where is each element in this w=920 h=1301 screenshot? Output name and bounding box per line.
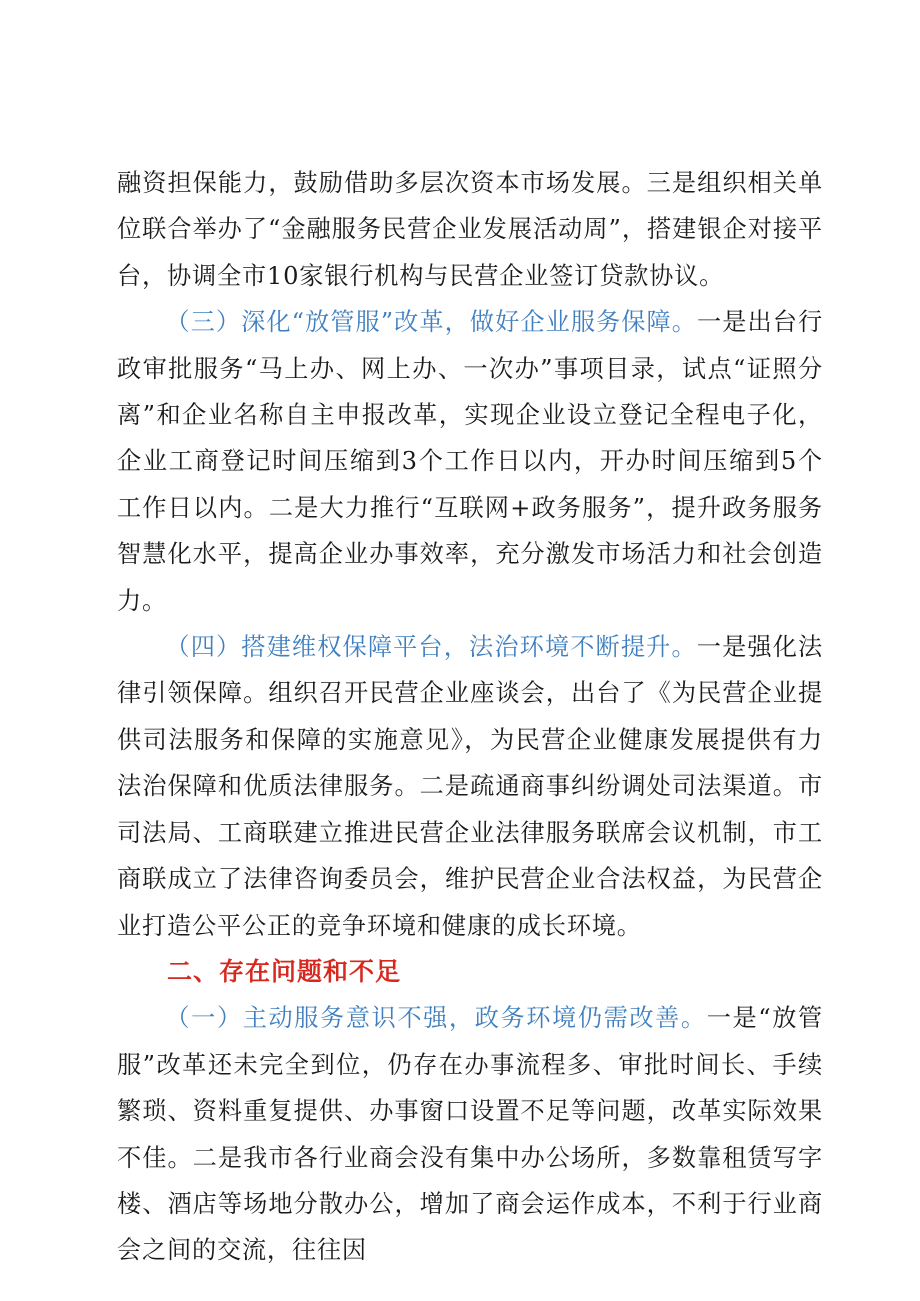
document-body [117, 160, 823, 1274]
paragraph-reform [117, 299, 823, 624]
paragraph-reform-body: 一是出台行政审批服务“马上办、网上办、一次办”事项目录，试点“证照分离”和企业名称自主申报改革，实现企业设立登记全程电子化，企业工商登记时间压缩到3个工作日以内，开办时间压缩到5个工作日以内。二是大力推行“互联网+政务服务”，提升政务服务智慧化水平，提高企业办事效率，充分激发市场活力和社会创造力。 [117, 308, 823, 615]
subheading-reform: （三）深化“放管服”改革，做好企业服务保障。 [165, 308, 698, 337]
paragraph-service-body: 一是“放管服”改革还未完全到位，仍存在办事流程多、审批时间长、手续繁琐、资料重复提供、办事窗口设置不足等问题，改革实际效果不佳。二是我市各行业商会没有集中办公场所，多数靠租赁写字楼、酒店等场地分散办公，增加了商会运作成本，不利于行业商会之间的交流，往往因 [117, 1004, 823, 1265]
paragraph-legal-body: 一是强化法律引领保障。组织召开民营企业座谈会，出台了《为民营企业提供司法服务和保障的实施意见》，为民营企业健康发展提供有力法治保障和优质法律服务。二是疏通商事纠纷调处司法渠道。市司法局、工商联建立推进民营企业法律服务联席会议机制，市工商联成立了法律咨询委员会，维护民营企业合法权益，为民营企业打造公平公正的竞争环境和健康的成长环境。 [117, 633, 823, 940]
section-heading-problems: 二、存在问题和不足 [167, 956, 402, 986]
paragraph-financing: 融资担保能力，鼓励借助多层次资本市场发展。三是组织相关单位联合举办了“金融服务民营企业发展活动周”，搭建银企对接平台，协调全市10家银行机构与民营企业签订贷款协议。 [117, 169, 823, 290]
paragraph-legal [117, 624, 823, 949]
subheading-service: （一）主动服务意识不强，政务环境仍需改善。 [165, 1004, 707, 1033]
paragraph-service [117, 995, 823, 1273]
subheading-legal: （四）搭建维权保障平台，法治环境不断提升。 [165, 633, 697, 662]
